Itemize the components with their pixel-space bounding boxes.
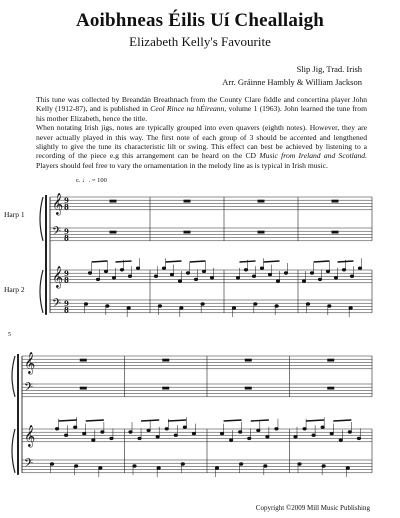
note-head [110,437,113,439]
whole-rest-icon [163,359,169,361]
note-head [339,439,342,441]
grand-staff-brace [12,429,15,473]
whole-rest-icon [332,200,338,202]
whole-rest-icon [328,387,334,389]
whole-rest-icon [258,231,264,233]
arranger-credit: Arr. Gráinne Hambly & William Jackson [222,77,362,87]
bass-note-head [349,307,352,309]
note-head [156,436,159,438]
whole-rest-icon [110,231,116,233]
bass-note-head [275,305,278,307]
note-head [260,267,263,269]
grand-staff-brace [40,270,43,313]
note-head [120,269,123,271]
whole-rest-icon [332,231,338,233]
note-head [112,277,115,279]
bass-note-head [215,467,218,469]
note-head [248,437,251,439]
note-head [128,275,131,277]
treble-clef-icon: 𝄞 [52,193,64,215]
note-beam [251,420,269,421]
bass-note-head [264,465,267,467]
part-label-harp-2: Harp 2 [4,285,25,294]
note-beam [116,261,132,262]
treble-clef-icon: 𝄞 [24,425,36,447]
part-label-harp-1: Harp 1 [4,210,25,219]
note-head [74,426,77,428]
bass-note-head [328,305,331,307]
bass-note-head [50,463,53,465]
time-signature-denominator: 8 [64,305,69,315]
bass-clef-icon: 𝄢 [52,225,62,241]
note-head [302,280,305,282]
note-head [303,428,306,430]
tempo-marking: c. ♩. = 100 [76,177,107,184]
bass-note-head [240,463,243,465]
note-head [55,428,58,430]
piece-subtitle: Elizabeth Kelly's Favourite [129,34,271,49]
note-head [239,431,242,433]
bass-note-head [298,463,301,465]
note-beam [338,261,354,262]
bass-note-head [75,465,78,467]
note-beam [166,261,182,262]
note-beam [306,420,324,421]
note-head [236,277,239,279]
note-beam [141,420,159,421]
whole-rest-icon [184,200,190,202]
time-signature-numerator: 9 [64,196,69,205]
note-head [104,270,107,272]
bass-note-head [254,303,257,305]
bass-clef-icon: 𝄢 [24,457,34,473]
note-head [326,270,329,272]
copyright-notice: Copyright ©2009 Mill Music Publishing [255,504,370,512]
bass-clef-icon: 𝄢 [52,297,62,313]
note-head [266,436,269,438]
whole-rest-icon [328,359,334,361]
note-head [178,280,181,282]
note-head [230,439,233,441]
note-beam [86,420,104,421]
note-head [276,280,279,282]
dotted-quarter-note-icon: ♩. [82,177,91,184]
note-head [92,439,95,441]
whole-rest-icon [110,200,116,202]
note-beam [224,420,242,421]
bass-note-head [306,303,309,305]
note-head [170,273,173,275]
bass-clef-icon: 𝄢 [24,381,34,397]
note-head [147,429,150,431]
bass-note-head [181,463,184,465]
treble-clef-icon: 𝄞 [24,352,36,374]
note-beam [240,261,256,262]
note-head [268,273,271,275]
note-head [83,432,86,434]
whole-rest-icon [80,359,86,361]
note-head [202,270,205,272]
note-head [96,278,99,280]
note-head [244,269,247,271]
note-beam [168,420,186,421]
note-head [318,278,321,280]
bass-note-head [158,305,161,307]
intro-paragraph-2: When notating Irish jigs, notes are typically grouped into even quavers (eighth notes). However, they are never actually played in this way. The first note of each group of 3 should be accented and lengthened slightly to give the tune its characteristic lilt or swing. This effect can best be achieved by listening to a recording of the piece e.g this arrangement can be heard on the CD Music from Ireland and Scotland. Players should feel free to vary the ornamentation in the melody line as is typical in Irish music. [36,123,368,170]
time-signature-numerator: 9 [64,227,69,236]
note-head [65,434,68,436]
whole-rest-icon [80,387,86,389]
whole-rest-icon [245,387,251,389]
whole-rest-icon [258,200,264,202]
bass-note-head [322,465,325,467]
bass-note-head [133,465,136,467]
bass-note-head [157,467,160,469]
genre-credit: Slip Jig, Trad. Irish [296,64,362,74]
note-head [252,275,255,277]
time-signature-numerator: 9 [64,269,69,278]
piece-title: Aoibhneas Éilis Uí Cheallaigh [75,10,325,31]
whole-rest-icon [163,387,169,389]
note-beam [59,420,77,421]
note-head [350,275,353,277]
note-head [154,275,157,277]
measure-number: 5 [8,332,11,338]
note-beam [92,261,108,262]
bass-note-head [84,303,87,305]
note-head [174,434,177,436]
note-head [165,428,168,430]
cd-title: Music from Ireland and Scotland. [259,151,368,161]
note-head [357,437,360,439]
time-signature-numerator: 9 [64,299,69,308]
note-head [257,429,260,431]
grand-staff-brace [40,197,43,241]
bass-note-head [346,467,349,469]
note-beam [333,420,351,421]
intro-paragraph-1: This tune was collected by Breandán Breathnach from the County Clare fiddle and concertina player John Kelly (1912-87), and is published in Ceol Rince na hÉireann, volume 1 (1963). John learned the tune from his mother Elizabeth, hence the title. [36,95,368,123]
note-head [194,278,197,280]
bass-note-head [99,467,102,469]
note-head [192,432,195,434]
time-signature-denominator: 8 [64,275,69,285]
note-head [284,272,287,274]
note-head [138,437,141,439]
note-beam [314,261,330,262]
whole-rest-icon [245,359,251,361]
note-head [101,431,104,433]
note-head [183,426,186,428]
note-head [358,267,361,269]
note-head [136,267,139,269]
note-head [348,431,351,433]
note-head [162,267,165,269]
note-head [310,272,313,274]
time-signature-denominator: 8 [64,202,69,212]
bass-note-head [106,305,109,307]
time-signature-denominator: 8 [64,233,69,243]
note-head [88,272,91,274]
note-head [334,277,337,279]
note-head [294,436,297,438]
bass-note-head [232,307,235,309]
grand-staff-brace [12,356,15,397]
note-head [210,277,213,279]
bass-note-head [127,307,130,309]
bass-note-head [180,307,183,309]
note-head [342,269,345,271]
note-head [129,431,132,433]
bass-note-head [201,303,204,305]
note-head [330,432,333,434]
note-beam [264,261,280,262]
note-head [312,434,315,436]
note-head [220,432,223,434]
note-head [275,428,278,430]
note-beam [190,261,206,262]
whole-rest-icon [184,231,190,233]
note-head [186,272,189,274]
book-title: Ceol Rince na hÉireann [150,104,225,114]
treble-clef-icon: 𝄞 [52,266,64,288]
note-head [321,426,324,428]
